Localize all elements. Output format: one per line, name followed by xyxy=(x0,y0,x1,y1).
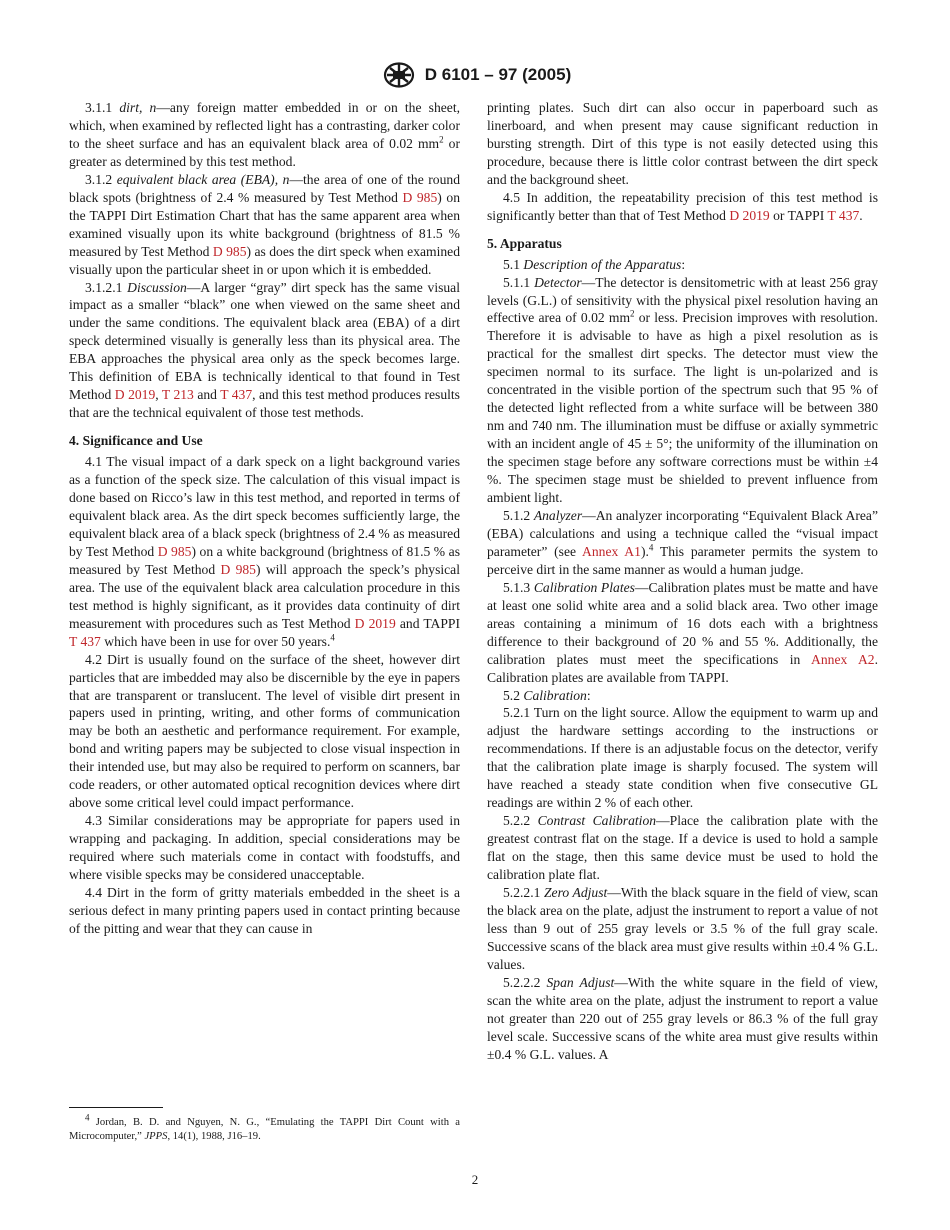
reference-link-t437[interactable]: T 437 xyxy=(69,633,101,649)
para-text: which have been in use for over 50 years. xyxy=(100,633,331,649)
para-text: —The detector is densitometric with at least 256 gray levels (G.L.) of sensitivity with the physical pixel resolution having an effective area of 0.02 mm xyxy=(487,274,878,326)
para-text: —Place the calibration plate with the greatest contrast flat on the stage. If a device is used to hold a sample flat on the stage, then this same device must be used to hold the calibration plate flat. xyxy=(487,813,878,883)
reference-link-d2019[interactable]: D 2019 xyxy=(354,615,396,631)
para-text: and xyxy=(193,387,221,403)
para-text: —any foreign matter embedded in or on the sheet, which, when examined by reflected light has a contrasting, darker color to the sheet surface and has an equivalent black area of 0.02 mm xyxy=(69,100,460,151)
para-text: ) will approach the speck’s physical area. The use of the equivalent black area calculation procedure in this test method is highly significant, as it provides data continuity of dirt measurement with procedures such as Test Method xyxy=(69,561,460,631)
para-text: , and this test method produces results that are the technical equivalent of those test methods. xyxy=(69,387,460,421)
para-3-1-1 xyxy=(69,99,460,171)
term: equivalent black area (EBA), n xyxy=(116,171,290,187)
term: Calibration Plates xyxy=(533,579,635,595)
para-text: 4.1 The visual impact of a dark speck on a light background varies as a function of the speck size. The calculation of this visual impact is done based on Ricco’s law in this test method, and reported in terms of equivalent black area. As the dirt speck becomes sufficiently large, the equivalent black area of a black speck (brightness of 2.4 % as measured by Test Method xyxy=(69,454,460,559)
para-text: —the area of one of the round black spots (brightness of 2.4 % measured by Test Method xyxy=(69,171,460,205)
para-4-4-continued: printing plates. Such dirt can also occur in paperboard such as linerboard, and when present may cause significant reduction in bursting strength. Dirt of this type is not easily detected using this procedure, because there is little color contrast between the dirt speck and the background sheet. xyxy=(487,100,878,187)
para-number: 3.1.2.1 xyxy=(85,279,128,295)
para-4-3: 4.3 Similar considerations may be appropriate for papers used in wrapping and packaging. In addition, special considerations may be required where such materials come in contact with foodstuffs, and where visible specks may be considered unacceptable. xyxy=(69,813,460,883)
term: Zero Adjust xyxy=(544,884,608,900)
reference-link-t437[interactable]: T 437 xyxy=(220,387,253,403)
para-number: 5.1.2 xyxy=(503,507,534,523)
reference-link-d2019[interactable]: D 2019 xyxy=(114,387,156,403)
footnote-marker[interactable]: 4 xyxy=(648,542,654,553)
superscript: 2 xyxy=(630,308,635,319)
para-number: 5.2 xyxy=(503,687,524,703)
footnote-divider xyxy=(69,1107,163,1108)
para-text: or TAPPI xyxy=(769,207,828,223)
reference-link-d985[interactable]: D 985 xyxy=(212,243,247,259)
para-text: This parameter permits the system to perceive dirt in the same manner as would a human judge. xyxy=(487,543,878,577)
term: dirt, n xyxy=(119,100,157,115)
para-5-2 xyxy=(487,687,878,705)
para-5-1-2 xyxy=(487,507,878,579)
para-number: 3.1.1 xyxy=(85,100,120,115)
para-number: 5.2.2.1 xyxy=(503,884,544,900)
term: Description of the Apparatus xyxy=(523,256,682,272)
footnote-text: , 14(1), 1988, J16–19. xyxy=(167,1131,261,1142)
para-5-1 xyxy=(487,256,878,274)
para-number: 3.1.2 xyxy=(85,171,117,187)
term: Contrast Calibration xyxy=(537,813,657,829)
para-3-1-2-1 xyxy=(69,279,460,423)
journal-name: JPPS xyxy=(144,1131,168,1142)
term: Calibration xyxy=(523,687,587,703)
para-4-5 xyxy=(487,189,878,225)
para-text: : xyxy=(586,687,591,703)
reference-link-d985[interactable]: D 985 xyxy=(402,189,438,205)
section-heading-5: 5. Apparatus xyxy=(487,235,562,251)
para-text: —An analyzer incorporating “Equivalent Black Area” (EBA) calculations and using a technique called the “visual impact parameter” (see xyxy=(487,507,878,559)
reference-link-d2019[interactable]: D 2019 xyxy=(729,207,770,223)
para-text: . xyxy=(859,207,863,223)
para-text: , xyxy=(155,387,162,403)
footnote xyxy=(69,1112,460,1144)
astm-logo-icon xyxy=(379,62,419,88)
right-column xyxy=(487,99,878,1064)
superscript: 2 xyxy=(439,134,444,145)
para-text: —Calibration plates must be matte and have at least one solid white area and a solid black area. Two other image areas containing a minimum of 16 dots each with a brightness difference to their background of 20 % and 55 %. Additionally, the calibration plates must meet the specifications in xyxy=(487,579,878,667)
section-heading-4: 4. Significance and Use xyxy=(69,433,203,449)
para-text: : xyxy=(681,256,686,272)
para-text: —A larger “gray” dirt speck has the same visual impact as a smaller “black” one when viewed on the same sheet and under the same conditions. The equivalent black area (EBA) of a dirt speck determined visually is generally less than its physical area. The EBA approaches the physical area only as the speck becomes large. This definition of EBA is technically identical to that found in Test Method xyxy=(69,279,460,403)
para-number: 5.1 xyxy=(503,256,524,272)
para-4-2: 4.2 Dirt is usually found on the surface of the sheet, however dirt particles that are imbedded may also be discernible by the eye in papers that are transparent or translucent. The level of visible dirt present in papers used in printing, writing, and other forms of communication may be both an aesthetic and performance requirement. For example, bond and writing papers may be subjected to close visual inspection in their intended use, but may also be required to perform on scanners, bar code readers, or other automated optical recognition devices where dirt above some critical level could impact performance. xyxy=(69,651,460,811)
para-text: . Calibration plates are available from TAPPI. xyxy=(487,651,878,685)
para-text: —With the white square in the field of view, scan the white area on the plate, adjust the instrument to report a value not greater than 220 out of 255 gray levels or 86.3 % of the full gray level scale. Successive scans of the white area must give results within ±0.4 % G.L. values. A xyxy=(487,974,879,1062)
reference-link-t213[interactable]: T 213 xyxy=(161,387,194,403)
para-text: and TAPPI xyxy=(395,615,461,631)
para-5-2-1: 5.2.1 Turn on the light source. Allow the equipment to warm up and adjust the hardware settings according to the instructions or recommendations. If there is an adjustable focus on the detector, verify that the calibration plate image is sharply focused. The system will have reached a steady state condition when five consecutive GL readings are within 2 % of each other. xyxy=(487,705,878,811)
term: Detector xyxy=(534,274,582,290)
para-text: or greater as determined by this test method. xyxy=(69,135,460,169)
reference-link-t437[interactable]: T 437 xyxy=(827,207,860,223)
para-5-2-2-1 xyxy=(487,884,878,974)
para-5-2-2-2 xyxy=(487,974,878,1064)
para-number: 5.1.3 xyxy=(503,579,534,595)
reference-link-annex-a1[interactable]: Annex A1 xyxy=(582,543,641,559)
para-text: ). xyxy=(640,543,649,559)
para-text: ) on a white background (brightness of 81.5 % as measured by Test Method xyxy=(69,543,460,577)
term: Span Adjust xyxy=(546,974,615,990)
para-number: 5.2.2 xyxy=(503,813,538,829)
para-text: —With the black square in the field of view, scan the black area on the plate, adjust the instrument to report a value of not less than 9 out of 255 gray levels or 3.5 % of the full gray scale. Successive scans of the black area must give results within ±0.4 % G.L. values. xyxy=(487,884,878,972)
para-5-1-3 xyxy=(487,579,878,687)
para-number: 5.2.2.2 xyxy=(503,974,547,990)
term: Analyzer xyxy=(533,507,583,523)
footnote-marker[interactable]: 4 xyxy=(330,632,335,643)
page-header xyxy=(0,62,950,88)
para-3-1-2 xyxy=(69,171,460,279)
para-text: or less. Precision improves with resolution. Therefore it is advisable to have as high a pixel resolution as is practical for the smallest dirt specks. The detector must view the specimen normal to its surface. The light is un-polarized and is concentrated in the visible portion of the spectrum such that 95 % of the detected light reflected from a white surface will be between 380 nm and 740 nm. The illumination must be diffuse or axially symmetric with an incident angle of 45 ± 5°; the uniformity of the illumination on the specimen stage before any software corrections must be within ±4 %. The specimen stage must be shielded to prevent influence from ambient light. xyxy=(487,310,878,506)
para-text: ) as does the dirt speck when examined visually upon the particular sheet in or upon which it is embedded. xyxy=(69,243,461,277)
para-4-4: 4.4 Dirt in the form of gritty materials embedded in the sheet is a serious defect in many printing papers used in contact printing because of the pitting and wear that they can cause in xyxy=(69,884,460,936)
reference-link-d985[interactable]: D 985 xyxy=(220,561,256,577)
footnote-number: 4 xyxy=(85,1112,90,1123)
para-5-2-2 xyxy=(487,812,878,884)
page-number: 2 xyxy=(471,1172,479,1187)
para-text: ) on the TAPPI Dirt Estimation Chart that has the same apparent area when examined visually upon its white background (brightness of 81.5 % measured by Test Method xyxy=(69,189,460,259)
para-5-1-1 xyxy=(487,274,878,507)
para-number: 5.1.1 xyxy=(503,274,535,290)
reference-link-d985[interactable]: D 985 xyxy=(157,543,192,559)
para-text: 4.5 In addition, the repeatability precision of this test method is significantly better than that of Test Method xyxy=(487,189,878,223)
document-designation: D 6101 – 97 (2005) xyxy=(424,65,572,84)
para-4-1 xyxy=(69,453,460,650)
footnote-text: Jordan, B. D. and Nguyen, N. G., “Emulating the TAPPI Dirt Count with a Microcomputer,” xyxy=(69,1117,460,1142)
reference-link-annex-a2[interactable]: Annex A2 xyxy=(811,651,875,667)
left-column xyxy=(69,99,460,938)
term: Discussion xyxy=(127,279,187,295)
